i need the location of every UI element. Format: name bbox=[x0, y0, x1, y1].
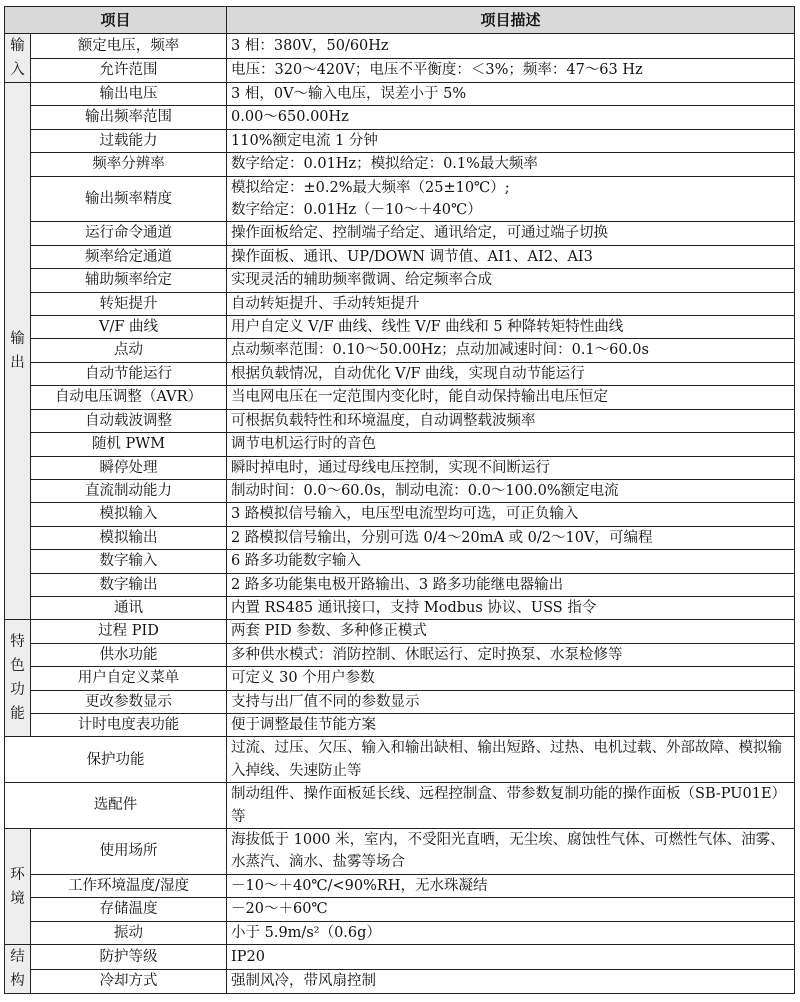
table-row bbox=[5, 83, 795, 106]
group-features: 特色功能 bbox=[5, 620, 31, 737]
row-desc: 3 相，0V～输入电压，误差小于 5% bbox=[227, 83, 795, 106]
row-item: 转矩提升 bbox=[31, 292, 227, 315]
table-row bbox=[5, 316, 795, 339]
row-desc: 3 路模拟信号输入，电压型电流型均可选，可正负输入 bbox=[227, 503, 795, 526]
group-structure: 结构 bbox=[5, 945, 31, 994]
table-row bbox=[5, 898, 795, 921]
row-desc: 3 相：380V，50/60Hz bbox=[227, 34, 795, 59]
row-desc: 0.00～650.00Hz bbox=[227, 106, 795, 129]
table-row bbox=[5, 386, 795, 409]
table-row bbox=[5, 106, 795, 129]
row-desc: 自动转矩提升、手动转矩提升 bbox=[227, 292, 795, 315]
table-row bbox=[5, 737, 795, 783]
table-row bbox=[5, 245, 795, 268]
table-row bbox=[5, 921, 795, 944]
row-item: 振动 bbox=[31, 921, 227, 944]
row-item: 自动载波调整 bbox=[31, 409, 227, 432]
table-row bbox=[5, 479, 795, 502]
row-desc: 110%额定电流 1 分钟 bbox=[227, 129, 795, 152]
table-row bbox=[5, 667, 795, 690]
row-item: 保护功能 bbox=[5, 737, 227, 783]
table-row bbox=[5, 550, 795, 573]
table-row bbox=[5, 503, 795, 526]
row-item: 额定电压，频率 bbox=[31, 34, 227, 59]
row-desc: 便于调整最佳节能方案 bbox=[227, 713, 795, 736]
row-item: 输出频率范围 bbox=[31, 106, 227, 129]
row-desc: 两套 PID 参数、多种修正模式 bbox=[227, 620, 795, 643]
table-row bbox=[5, 713, 795, 736]
row-desc: 小于 5.9m/s²（0.6g） bbox=[227, 921, 795, 944]
row-desc: 多种供水模式：消防控制、休眠运行、定时换泵、水泵检修等 bbox=[227, 643, 795, 666]
table-row bbox=[5, 222, 795, 245]
table-row bbox=[5, 339, 795, 362]
row-item: 计时电度表功能 bbox=[31, 713, 227, 736]
row-item: 自动节能运行 bbox=[31, 362, 227, 385]
row-desc: 调节电机运行时的音色 bbox=[227, 433, 795, 456]
row-item: 更改参数显示 bbox=[31, 690, 227, 713]
table-row bbox=[5, 526, 795, 549]
table-row bbox=[5, 829, 795, 875]
row-item: 通讯 bbox=[31, 596, 227, 619]
row-item: 防护等级 bbox=[31, 945, 227, 970]
table-row bbox=[5, 433, 795, 456]
row-desc: 可定义 30 个用户参数 bbox=[227, 667, 795, 690]
row-desc: －10～＋40℃/<90%RH，无水珠凝结 bbox=[227, 874, 795, 897]
row-desc: 用户自定义 V/F 曲线、线性 V/F 曲线和 5 种降转矩特性曲线 bbox=[227, 316, 795, 339]
table-row bbox=[5, 129, 795, 152]
row-desc: IP20 bbox=[227, 945, 795, 970]
row-item: 运行命令通道 bbox=[31, 222, 227, 245]
table-row bbox=[5, 409, 795, 432]
table-row bbox=[5, 573, 795, 596]
table-row bbox=[5, 269, 795, 292]
table-row bbox=[5, 362, 795, 385]
row-desc: 电压：320～420V；电压不平衡度：＜3%；频率：47～63 Hz bbox=[227, 58, 795, 83]
row-desc: 点动频率范围：0.10～50.00Hz；点动加减速时间：0.1～60.0s bbox=[227, 339, 795, 362]
row-desc: 支持与出厂值不同的参数显示 bbox=[227, 690, 795, 713]
row-desc: 海拔低于 1000 米，室内，不受阳光直晒，无尘埃、腐蚀性气体、可燃性气体、油雾、水蒸汽、滴水、盐雾等场合 bbox=[227, 829, 795, 875]
spec-table bbox=[4, 6, 795, 994]
row-desc: 2 路模拟信号输出，分别可选 0/4～20mA 或 0/2～10V，可编程 bbox=[227, 526, 795, 549]
row-desc: 瞬时掉电时，通过母线电压控制，实现不间断运行 bbox=[227, 456, 795, 479]
table-row bbox=[5, 34, 795, 59]
row-desc: 模拟给定：±0.2%最大频率（25±10℃）; 数字给定：0.01Hz（－10～＋40℃） bbox=[227, 176, 795, 222]
row-desc: 制动时间：0.0～60.0s，制动电流：0.0～100.0%额定电流 bbox=[227, 479, 795, 502]
row-item: 直流制动能力 bbox=[31, 479, 227, 502]
row-item: 过程 PID bbox=[31, 620, 227, 643]
row-item: 使用场所 bbox=[31, 829, 227, 875]
row-desc: 当电网电压在一定范围内变化时，能自动保持输出电压恒定 bbox=[227, 386, 795, 409]
row-desc: 强制风冷，带风扇控制 bbox=[227, 969, 795, 994]
table-row bbox=[5, 643, 795, 666]
row-desc: 实现灵活的辅助频率微调、给定频率合成 bbox=[227, 269, 795, 292]
row-item: V/F 曲线 bbox=[31, 316, 227, 339]
row-desc: 根据负载情况，自动优化 V/F 曲线，实现自动节能运行 bbox=[227, 362, 795, 385]
row-item: 工作环境温度/湿度 bbox=[31, 874, 227, 897]
row-item: 数字输出 bbox=[31, 573, 227, 596]
table-row bbox=[5, 620, 795, 643]
row-item: 存储温度 bbox=[31, 898, 227, 921]
row-item: 频率分辨率 bbox=[31, 153, 227, 176]
row-item: 随机 PWM bbox=[31, 433, 227, 456]
row-item: 辅助频率给定 bbox=[31, 269, 227, 292]
row-item: 供水功能 bbox=[31, 643, 227, 666]
row-desc: 数字给定：0.01Hz；模拟给定：0.1%最大频率 bbox=[227, 153, 795, 176]
row-desc: －20～＋60℃ bbox=[227, 898, 795, 921]
row-item: 过载能力 bbox=[31, 129, 227, 152]
table-row bbox=[5, 783, 795, 829]
table-row bbox=[5, 874, 795, 897]
row-desc: 制动组件、操作面板延长线、远程控制盒、带参数复制功能的操作面板（SB-PU01E）等 bbox=[227, 783, 795, 829]
table-row bbox=[5, 945, 795, 970]
row-desc: 可根据负载特性和环境温度，自动调整载波频率 bbox=[227, 409, 795, 432]
row-item: 数字输入 bbox=[31, 550, 227, 573]
row-desc: 内置 RS485 通讯接口，支持 Modbus 协议、USS 指令 bbox=[227, 596, 795, 619]
table-row bbox=[5, 153, 795, 176]
row-desc: 过流、过压、欠压、输入和输出缺相、输出短路、过热、电机过载、外部故障、模拟输入掉线、失速防止等 bbox=[227, 737, 795, 783]
row-desc: 6 路多功能数字输入 bbox=[227, 550, 795, 573]
row-desc: 操作面板、通讯、UP/DOWN 调节值、AI1、AI2、AI3 bbox=[227, 245, 795, 268]
header-item: 项目 bbox=[5, 7, 227, 34]
row-desc: 操作面板给定、控制端子给定、通讯给定，可通过端子切换 bbox=[227, 222, 795, 245]
header-desc: 项目描述 bbox=[227, 7, 795, 34]
group-output: 输出 bbox=[5, 83, 31, 620]
group-input: 输入 bbox=[5, 34, 31, 83]
row-item: 选配件 bbox=[5, 783, 227, 829]
table-row bbox=[5, 596, 795, 619]
row-item: 点动 bbox=[31, 339, 227, 362]
table-row bbox=[5, 176, 795, 222]
group-environment: 环境 bbox=[5, 829, 31, 945]
row-item: 输出电压 bbox=[31, 83, 227, 106]
row-item: 用户自定义菜单 bbox=[31, 667, 227, 690]
table-header-row bbox=[5, 7, 795, 34]
row-item: 模拟输出 bbox=[31, 526, 227, 549]
table-row bbox=[5, 690, 795, 713]
row-desc: 2 路多功能集电极开路输出、3 路多功能继电器输出 bbox=[227, 573, 795, 596]
row-item: 频率给定通道 bbox=[31, 245, 227, 268]
row-item: 瞬停处理 bbox=[31, 456, 227, 479]
row-item: 冷却方式 bbox=[31, 969, 227, 994]
table-row bbox=[5, 292, 795, 315]
row-item: 模拟输入 bbox=[31, 503, 227, 526]
row-item: 允许范围 bbox=[31, 58, 227, 83]
table-row bbox=[5, 969, 795, 994]
table-row bbox=[5, 456, 795, 479]
row-item: 自动电压调整（AVR） bbox=[31, 386, 227, 409]
row-item: 输出频率精度 bbox=[31, 176, 227, 222]
table-row bbox=[5, 58, 795, 83]
